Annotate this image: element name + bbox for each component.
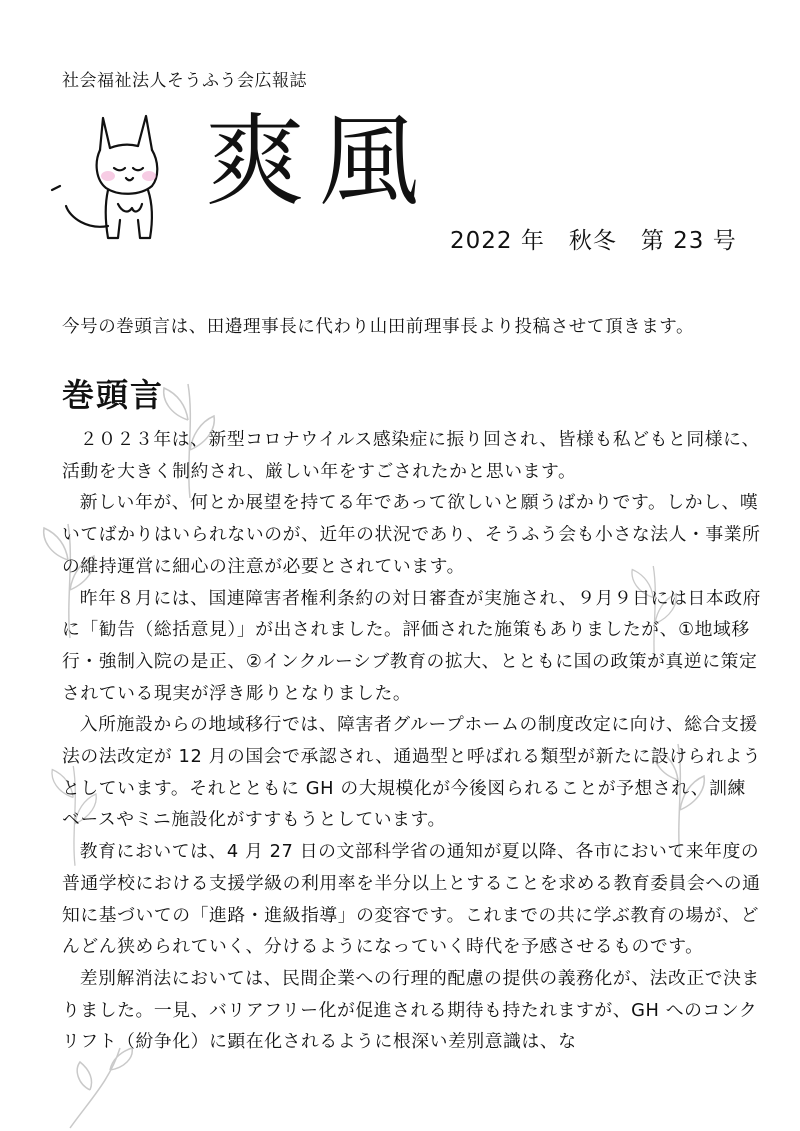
issue-label: 2022 年 秋冬 第 23 号	[450, 228, 737, 254]
article-heading: 巻頭言	[62, 376, 165, 414]
article-paragraph: 昨年８月には、国連障害者権利条約の対日審査が実施され、９月９日には日本政府に「勧告（総括意見）」が出されました。評価された施策もありましたが、①地域移行・強制入院の是正、②インクルーシブ教育の拡大、とともに国の政策が真逆に策定されている現実が浮き彫りとなりました。	[62, 587, 761, 704]
article-body	[62, 424, 762, 1058]
publisher-name: 社会福祉法人そうふう会広報誌	[62, 71, 307, 91]
article-paragraph: ２０２３年は、新型コロナウイルス感染症に振り回され、皆様も私どもと同様に、活動を大きく制約され、厳しい年をすごされたかと思います。	[62, 429, 760, 482]
article-paragraph: 入所施設からの地域移行では、障害者グループホームの制度改定に向け、総合支援法の法改定が 12 月の国会で承認され、通過型と呼ばれる類型が新たに設けられようとしています。それとともに GH の大規模化が今後図られることが予想され、訓練ベースやミニ施設化がすすもうとしています。	[62, 714, 762, 831]
article-paragraph: 差別解消法においては、民間企業への行理的配慮の提供の義務化が、法改正で決まりました。一見、バリアフリー化が促進される期待も持たれますが、GH へのコンクリフト（紛争化）に顕在化されるように根深い差別意識は、な	[62, 967, 760, 1053]
intro-note: 今号の巻頭言は、田邉理事長に代わり山田前理事長より投稿させて頂きます。	[62, 317, 695, 337]
article-paragraph: 新しい年が、何とか展望を持てる年であって欲しいと願うばかりです。しかし、嘆いてばかりはいられないのが、近年の状況であり、そうふう会も小さな法人・事業所の維持運営に細心の注意が必要とされています。	[62, 492, 761, 577]
article-paragraph: 教育においては、4 月 27 日の文部科学省の通知が夏以降、各市において来年度の普通学校における支援学級の利用率を半分以上とすることを求める教育委員会への通知に基づいての「進路・進級指導」の変容です。これまでの共に学ぶ教育の場が、どんどん狭められていく、分けるようになっていく時代を予感させるものです。	[62, 841, 761, 958]
newsletter-title: 爽風	[205, 103, 433, 220]
cat-mascot-illustration	[48, 108, 168, 248]
